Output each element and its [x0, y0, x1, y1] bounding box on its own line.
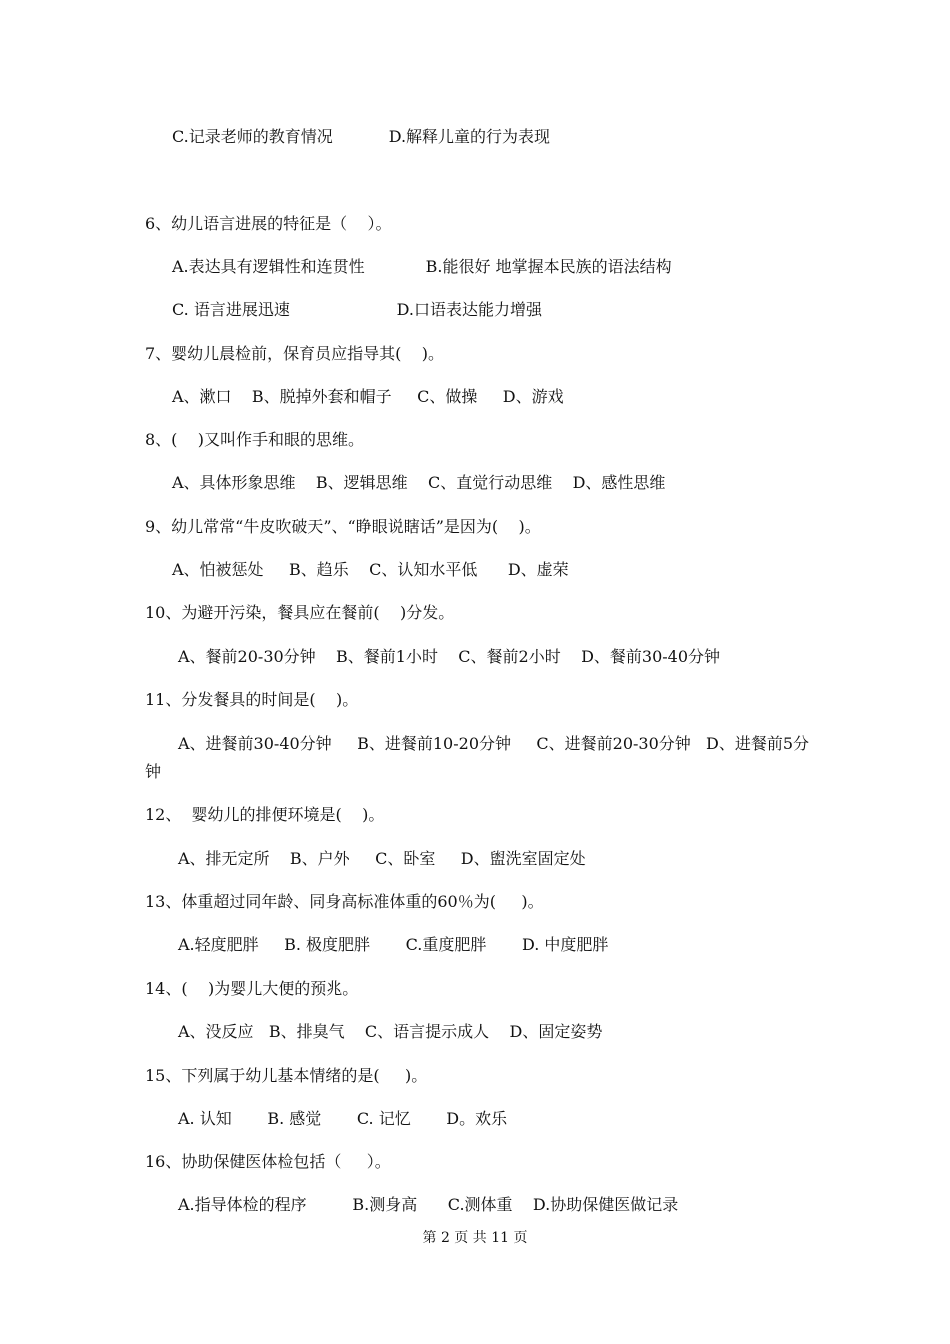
- question-9-options: A、怕被惩处 B、趋乐 C、认知水平低 D、虚荣: [172, 560, 569, 579]
- question-6-options-ab: A.表达具有逻辑性和连贯性 B.能很好 地掌握本民族的语法结构: [172, 257, 672, 276]
- question-10-options: A、餐前20-30分钟 B、餐前1小时 C、餐前2小时 D、餐前30-40分钟: [178, 647, 721, 666]
- question-11-stem: 11、分发餐具的时间是( )。: [145, 690, 359, 709]
- question-7-stem: 7、婴幼儿晨检前，保育员应指导其( )。: [145, 344, 445, 363]
- question-14-stem: 14、( )为婴儿大便的预兆。: [145, 979, 359, 998]
- page-footer: 第 2 页 共 11 页: [422, 1230, 528, 1246]
- question-11-options: A、进餐前30-40分钟 B、进餐前10-20分钟 C、进餐前20-30分钟 D、进餐前5分: [178, 734, 810, 753]
- question-14-options: A、没反应 B、排臭气 C、语言提示成人 D、固定姿势: [178, 1022, 603, 1041]
- question-6-stem: 6、幼儿语言进展的特征是（ ）。: [145, 214, 392, 233]
- question-12-options: A、排无定所 B、户外 C、卧室 D、盥洗室固定处: [178, 849, 586, 868]
- question-15-stem: 15、下列属于幼儿基本情绪的是( )。: [145, 1066, 428, 1085]
- question-8-stem: 8、( )又叫作手和眼的思维。: [145, 430, 365, 449]
- question-6-options-cd: C. 语言进展迅速 D.口语表达能力增强: [172, 300, 542, 319]
- question-15-options: A. 认知 B. 感觉 C. 记忆 D。欢乐: [178, 1109, 508, 1128]
- question-7-options: A、漱口 B、脱掉外套和帽子 C、做操 D、游戏: [172, 387, 564, 406]
- question-13-stem: 13、体重超过同年龄、同身高标准体重的60％为( )。: [145, 892, 544, 911]
- question-8-options: A、具体形象思维 B、逻辑思维 C、直觉行动思维 D、感性思维: [172, 473, 666, 492]
- question-16-options: A.指导体检的程序 B.测身高 C.测体重 D.协助保健医做记录: [178, 1195, 679, 1214]
- question-10-stem: 10、为避开污染，餐具应在餐前( )分发。: [145, 603, 455, 622]
- question-9-stem: 9、幼儿常常“牛皮吹破天”、“睁眼说瞎话”是因为( )。: [145, 517, 541, 536]
- question-12-stem: 12、 婴幼儿的排便环境是( )。: [145, 805, 385, 824]
- question-16-stem: 16、协助保健医体检包括（ ）。: [145, 1152, 391, 1171]
- question-11-options-wrap: 钟: [145, 762, 162, 781]
- option-line-q5-cd: C.记录老师的教育情况 D.解释儿童的行为表现: [172, 127, 551, 146]
- question-13-options: A.轻度肥胖 B. 极度肥胖 C.重度肥胖 D. 中度肥胖: [178, 935, 609, 954]
